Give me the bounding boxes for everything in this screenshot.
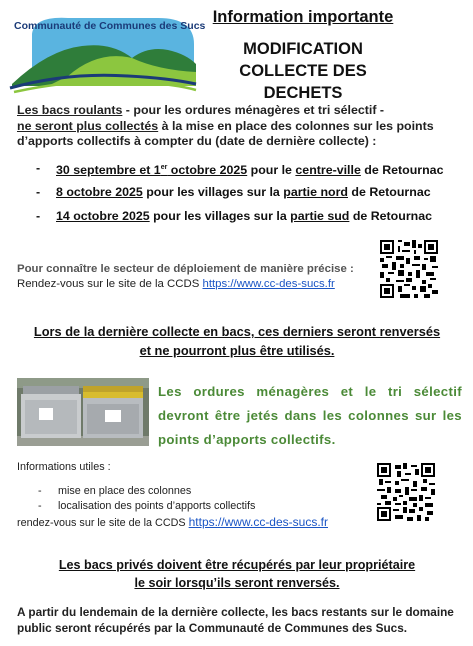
intro-rest: à la mise en place des colonnes sur les points d’apports collectifs à compter du (date de dernière collecte) :	[17, 118, 434, 148]
main-title-line1: MODIFICATION	[243, 40, 363, 58]
date-mid: pour les villages sur la	[142, 185, 284, 199]
intro-ordures: - pour les ordures ménagères et tri sélectif -	[122, 103, 385, 117]
list-item	[22, 184, 470, 208]
informations-utiles	[17, 460, 377, 531]
qr-code-1[interactable]	[380, 240, 438, 298]
list-item: - mise en place des colonnes	[17, 484, 377, 499]
qr-code-2[interactable]	[377, 463, 435, 521]
infos-list	[17, 484, 377, 514]
date-mid: pour le	[247, 163, 296, 178]
list-item	[22, 208, 470, 232]
date-text: 14 octobre 2025	[56, 209, 150, 223]
main-title-line2: COLLECTE DES DECHETS	[239, 62, 367, 102]
date-mid: pour les villages sur la	[149, 209, 291, 223]
collection-dates-list	[22, 160, 470, 232]
secteur-line1: Pour connaître le secteur de déploiement de manière précise :	[17, 263, 354, 275]
intro-paragraph	[17, 103, 467, 150]
prives-line2: le soir lorsqu’ils seront renversés.	[134, 576, 340, 590]
intro-bacs-roulants: Les bacs roulants	[17, 103, 123, 117]
infos-title: Informations utiles :	[17, 461, 111, 473]
derniere-line1: Lors de la dernière collecte en bacs, ces derniers seront renversés	[33, 324, 441, 339]
bins-photo	[17, 378, 149, 446]
logo-text: Communauté de Communes des Sucs	[14, 20, 206, 32]
date-end: de Retournac	[349, 209, 432, 223]
secteur-info	[17, 262, 377, 292]
date-zone: partie nord	[283, 185, 348, 199]
secteur-line2: Rendez-vous sur le site de la CCDS https://www.cc-des-sucs.fr	[17, 278, 335, 290]
ccds-logo	[8, 6, 206, 94]
qr-icon	[377, 463, 435, 521]
date-zone: partie sud	[290, 209, 350, 223]
list-item: - localisation des points d’apports collectifs	[17, 499, 377, 514]
derniere-line2: et ne pourront plus être utilisés.	[139, 343, 335, 358]
intro-plus-collectes: ne seront plus collectés	[17, 118, 159, 133]
green-instruction: Les ordures ménagères et le tri sélectif devront être jetés dans les colonnes sur les points d’apports collectifs.	[158, 384, 462, 447]
date-end: de Retournac	[347, 185, 431, 199]
list-item	[22, 160, 470, 184]
prives-line1: Les bacs privés doivent être récupérés par leur propriétaire	[58, 558, 416, 572]
qr-icon	[380, 240, 438, 298]
ccds-website-link-2[interactable]: https://www.cc-des-sucs.fr	[188, 515, 328, 529]
date-text: 8 octobre 2025	[56, 185, 143, 199]
date-end: de Retournac	[360, 163, 444, 178]
bins-illustration	[17, 378, 149, 446]
derniere-collecte-notice	[14, 322, 460, 360]
info-importante-title: Information importante	[212, 8, 394, 26]
main-title	[200, 38, 406, 104]
a-partir-paragraph: A partir du lendemain de la dernière collecte, les bacs restants sur le domaine public seront récupérés par la Communauté de Communes des Sucs.	[17, 605, 454, 635]
bacs-prives-notice	[14, 556, 460, 592]
date-zone: centre-ville	[295, 163, 361, 178]
ccds-website-link-1[interactable]: https://www.cc-des-sucs.fr	[202, 278, 335, 290]
date-text: 30 septembre et 1er octobre 2025	[56, 163, 248, 178]
infos-rendez-vous: rendez-vous sur le site de la CCDS https://www.cc-des-sucs.fr	[17, 515, 328, 529]
